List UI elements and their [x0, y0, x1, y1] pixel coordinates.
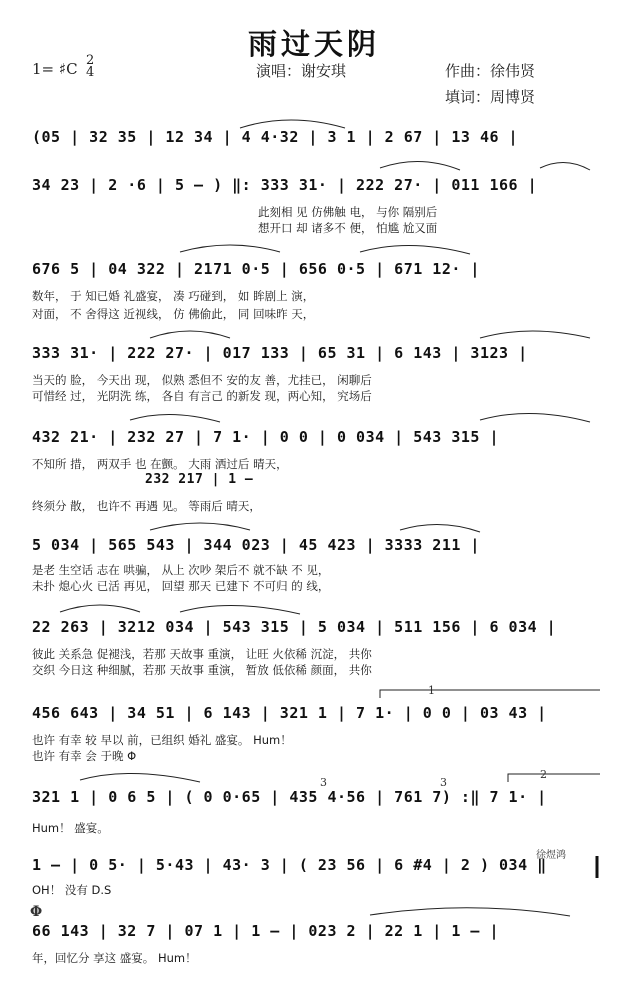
notation-line: 321 1 | 0 6 5 | ( 0 0·65 | 435 4·56 | 761 7) :‖ 7 1· | [32, 788, 547, 806]
notation-line: 34 23 | 2 ·6 | 5 – ) ‖: 333 31· | 222 27· | 011 166 | [32, 176, 538, 194]
slur-arc [130, 414, 220, 422]
notation-line: 5 034 | 565 543 | 344 023 | 45 423 | 3333 211 | [32, 536, 480, 554]
slur-arc [480, 331, 590, 338]
notation-line: 456 643 | 34 51 | 6 143 | 321 1 | 7 1· | 0 0 | 03 43 | [32, 704, 547, 722]
composer-credit: 作曲：徐伟贤 [445, 62, 536, 80]
score-system-3 [0, 260, 628, 330]
slur-arc [360, 245, 470, 254]
slur-arc [80, 773, 200, 782]
coda-icon: Φ [30, 904, 43, 920]
time-signature [86, 55, 94, 79]
lyric-verse-1: 彼此 关系急 促褪浅，若那 天故事 重演， 让旺 火依稀 沉淀， 共你 [32, 647, 372, 661]
notation-line: 66 143 | 32 7 | 07 1 | 1 – | 023 2 | 22 1 | 1 – | [32, 922, 500, 940]
lyricist-credit: 填词：周博贤 [445, 88, 536, 106]
score-system-9 [0, 788, 628, 858]
volta-bracket [508, 774, 600, 782]
score-system-2 [0, 176, 628, 246]
lyric-verse-1: 数年， 于 知已婚 礼盛宴， 凑 巧碰到， 如 眸剧上 演， [32, 289, 315, 303]
notation-line: (05 | 32 35 | 12 34 | 4 4·32 | 3 1 | 2 67 | 13 46 | [32, 128, 519, 146]
score-system-7 [0, 618, 628, 688]
lyric-verse-2: 也许 有幸 会 于晚 Φ [32, 749, 137, 763]
lyric-verse-1: 是老 生空话 志在 哄骗， 从上 次吵 架后不 就不缺 不 见， [32, 563, 330, 577]
lyric-verse-2: 对面， 不 舍得这 近视线， 仿 佛偷此， 同 回味昨 天， [32, 307, 315, 321]
slur-arc [180, 245, 280, 252]
lyric-verse-2: 想开口 却 诸多不 便， 怕尴 尬又面 [258, 221, 438, 235]
lyric-verse-1: Hum！ 盛宴。 [32, 821, 109, 835]
volta-1-label: 1 [428, 684, 435, 697]
score-system-5-alt [0, 472, 628, 542]
triplet-label: 3 [320, 776, 327, 789]
score-system-4 [0, 344, 628, 414]
notation-line: 676 5 | 04 322 | 2171 0·5 | 656 0·5 | 671 12· | [32, 260, 480, 278]
notation-line: 432 21· | 232 27 | 7 1· | 0 0 | 0 034 | 543 315 | [32, 428, 500, 446]
lyric-verse-2: 终须分 散， 也许不 再遇 见。 等雨后 晴天， [32, 499, 261, 513]
time-numerator: 2 [86, 53, 95, 68]
volta-2-label: 2 [540, 768, 547, 781]
lyric-verse-2: 未扑 熄心火 已活 再见， 回望 那天 已建下 不可归 的 线， [32, 579, 330, 593]
lyric-verse-1: 年，回忆分 享这 盛宴。 Hum！ [32, 951, 197, 965]
lyric-verse-2: 交织 今日这 种细腻，若那 天故事 重演， 暂放 低依稀 颜面， 共你 [32, 663, 372, 677]
slur-arc [480, 413, 590, 422]
lyric-verse-1: 当天的 脸， 今天出 现， 似熟 悉但不 安的友 善，尤挂已， 闲聊后 [32, 373, 372, 387]
lyric-verse-1: OH！ 没有 D.S [32, 883, 112, 897]
lyric-verse-1: 也许 有幸 较 早以 前，已组织 婚礼 盛宴。 Hum！ [32, 733, 292, 747]
lyric-verse-1: 此刻相 见 仿佛触 电， 与你 隔别后 [258, 205, 438, 219]
song-title: 雨过天阴 [247, 27, 380, 61]
notation-line: 333 31· | 222 27· | 017 133 | 65 31 | 6 143 | 3123 | [32, 344, 528, 362]
slur-arc [180, 605, 300, 614]
score-system-6 [0, 536, 628, 606]
slur-arc [150, 331, 230, 338]
key-signature: 1= ♯C [32, 60, 78, 78]
singer-credit: 演唱：谢安琪 [256, 62, 347, 80]
lyric-verse-1: 不知所 措， 两双手 也 在颤。 大雨 洒过后 晴天， [32, 457, 288, 471]
notation-line: 22 263 | 3212 034 | 543 315 | 5 034 | 511 156 | 6 034 | [32, 618, 557, 636]
score-system-10 [0, 856, 628, 926]
notation-line: 232 217 | 1 – [145, 472, 254, 487]
slur-arc [240, 120, 345, 128]
triplet-label: 3 [440, 776, 447, 789]
credit-note: 徐煜鸿 [536, 850, 566, 861]
volta-bracket [380, 690, 600, 698]
notation-line: 1 – | 0 5· | 5·43 | 43· 3 | ( 23 56 | 6 #4 | 2 ) 034 ‖ [32, 856, 547, 874]
score-system-8 [0, 704, 628, 774]
score-system-11 [0, 922, 628, 992]
slur-arc [60, 605, 140, 612]
time-denominator: 4 [86, 65, 95, 80]
lyric-verse-2: 可惜经 过， 光阴洗 练， 各自 有言己 的新发 现，两心知， 究场后 [32, 389, 372, 403]
